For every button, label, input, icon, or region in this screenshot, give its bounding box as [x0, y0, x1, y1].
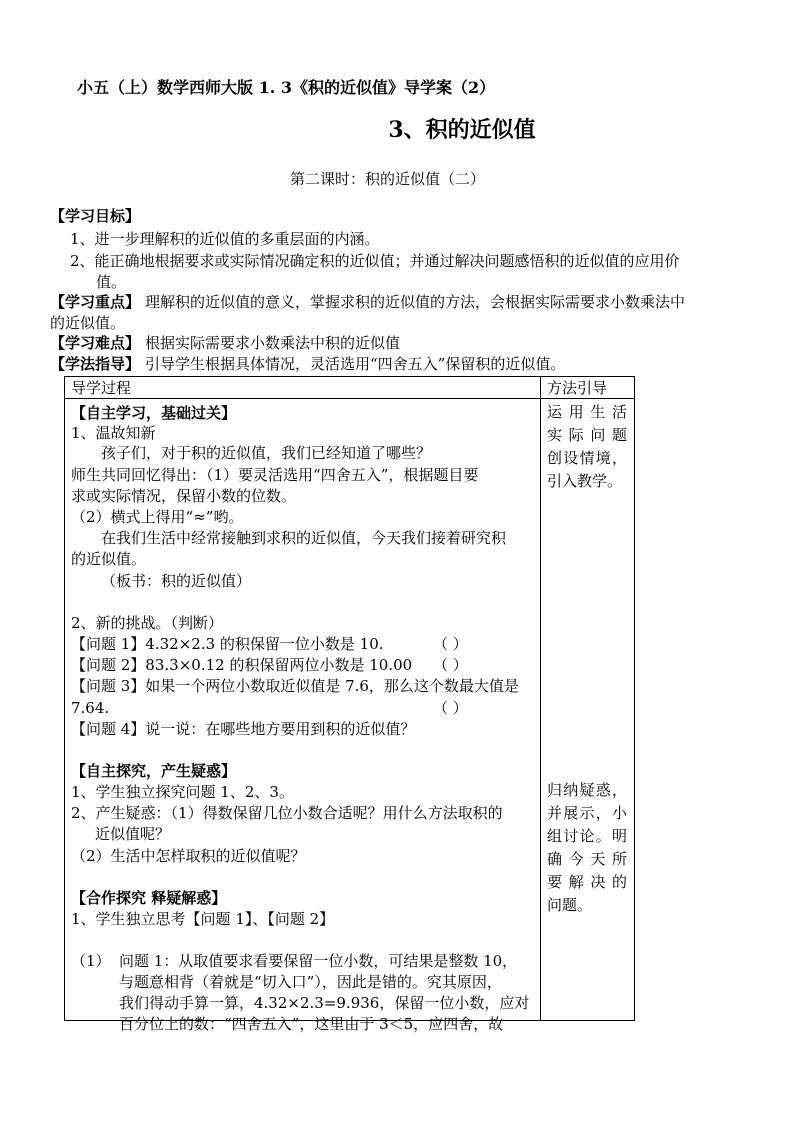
answer-paren: （ ） [433, 635, 468, 653]
text-line: （板书：积的近似值） [101, 572, 252, 590]
difficulty-heading: 【学习难点】 [50, 334, 141, 352]
text-line: 求或实际情况，保留小数的位数。 [71, 487, 297, 505]
method-note-line: 并展示，小 [547, 804, 627, 822]
method-text: 引导学生根据具体情况，灵活选用“四舍五入”保留积的近似值。 [145, 355, 566, 373]
col-header-process: 导学过程 [65, 377, 541, 399]
question-2: 【问题 2】83.3×0.12 的积保留两位小数是 10.00 [71, 656, 413, 674]
method-note-line: 归纳疑惑， [547, 781, 627, 799]
text-line: 在我们生活中经常接触到求积的近似值，今天我们接着研究积 [101, 529, 507, 547]
method-note-line: 确今天所 [547, 850, 627, 868]
method-note-line: 引入教学。 [547, 472, 623, 490]
document-header: 小五（上）数学西师大版 1. 3《积的近似值》导学案（2） [77, 78, 496, 97]
goal-2: 2、能正确地根据要求或实际情况确定积的近似值；并通过解决问题感悟积的近似值的应用价 [70, 252, 680, 270]
method-note-line: 组讨论。明 [547, 827, 627, 845]
text-line: 我们得动手算一算，4.32×2.3=9.936，保留一位小数，应对 [119, 994, 530, 1012]
text-line: 百分位上的数：“四舍五入”，这里由于 3＜5，应四舍，故 [119, 1015, 504, 1033]
text-line: 与题意相背（着就是“切入口”），因此是错的。究其原因， [119, 973, 502, 991]
text-line: 问题 1：从取值要求看要保留一位小数，可结果是整数 10， [119, 952, 518, 970]
method-note-line: 创设情境， [547, 449, 627, 467]
text-line: 2、产生疑惑：（1）得数保留几位小数合适呢？用什么方法取积的 [71, 804, 503, 822]
text-line: 近似值呢？ [95, 825, 171, 843]
method-note-line: 实际问题 [547, 426, 627, 444]
question-4: 【问题 4】说一说：在哪些地方要用到积的近似值？ [71, 720, 416, 738]
text-line: 1、温故知新 [71, 424, 156, 442]
method-cell [541, 399, 634, 1020]
text-line: 师生共同回忆得出：（1）要灵活选用“四舍五入”，根据题目要 [71, 466, 479, 484]
text-line: （2）横式上得用“≈”哟。 [71, 508, 244, 526]
lesson-title: 3、积的近似值 [388, 117, 536, 143]
text-line: （2）生活中怎样取积的近似值呢？ [71, 847, 306, 865]
answer-paren: （ ） [433, 699, 468, 717]
difficulty-text: 根据实际需要求小数乘法中积的近似值 [145, 334, 401, 352]
section-heading: 【合作探究 释疑解惑】 [71, 889, 227, 907]
goals-heading: 【学习目标】 [50, 207, 141, 225]
text-line: 1、学生独立思考【问题 1】、【问题 2】 [71, 910, 335, 928]
lesson-subtitle: 第二课时：积的近似值（二） [290, 170, 486, 188]
key-heading: 【学习重点】 [50, 293, 141, 311]
lesson-table [64, 376, 635, 1033]
key-text-cont: 的近似值。 [50, 314, 126, 332]
col-header-method: 方法引导 [541, 377, 635, 399]
method-note-line: 问题。 [547, 896, 593, 914]
item-number: （1） [71, 952, 111, 970]
goal-2-cont: 值。 [96, 273, 127, 291]
question-3-cont: 7.64. [71, 699, 110, 717]
section-heading: 【自主学习，基础过关】 [71, 404, 237, 422]
text-line: 孩子们，对于积的近似值，我们已经知道了哪些？ [101, 444, 432, 462]
text-line: 的近似值。 [71, 550, 147, 568]
text-line: 1、学生独立探究问题 1、2、3。 [71, 783, 294, 801]
goal-1: 1、进一步理解积的近似值的多重层面的内涵。 [70, 230, 380, 248]
method-heading: 【学法指导】 [50, 355, 141, 373]
key-text: 理解积的近似值的意义，掌握求积的近似值的方法，会根据实际需要求小数乘法中 [145, 293, 686, 311]
section-heading: 【自主探究，产生疑惑】 [71, 762, 237, 780]
process-cell [65, 399, 540, 1033]
method-note-line: 要解决的 [547, 873, 627, 891]
question-1: 【问题 1】4.32×2.3 的积保留一位小数是 10. [71, 635, 384, 653]
answer-paren: （ ） [433, 656, 468, 674]
question-3: 【问题 3】如果一个两位小数取近似值是 7.6，那么这个数最大值是 [71, 677, 519, 695]
text-line: 2、新的挑战。（判断） [71, 614, 224, 632]
method-note-line: 运用生活 [547, 403, 627, 421]
